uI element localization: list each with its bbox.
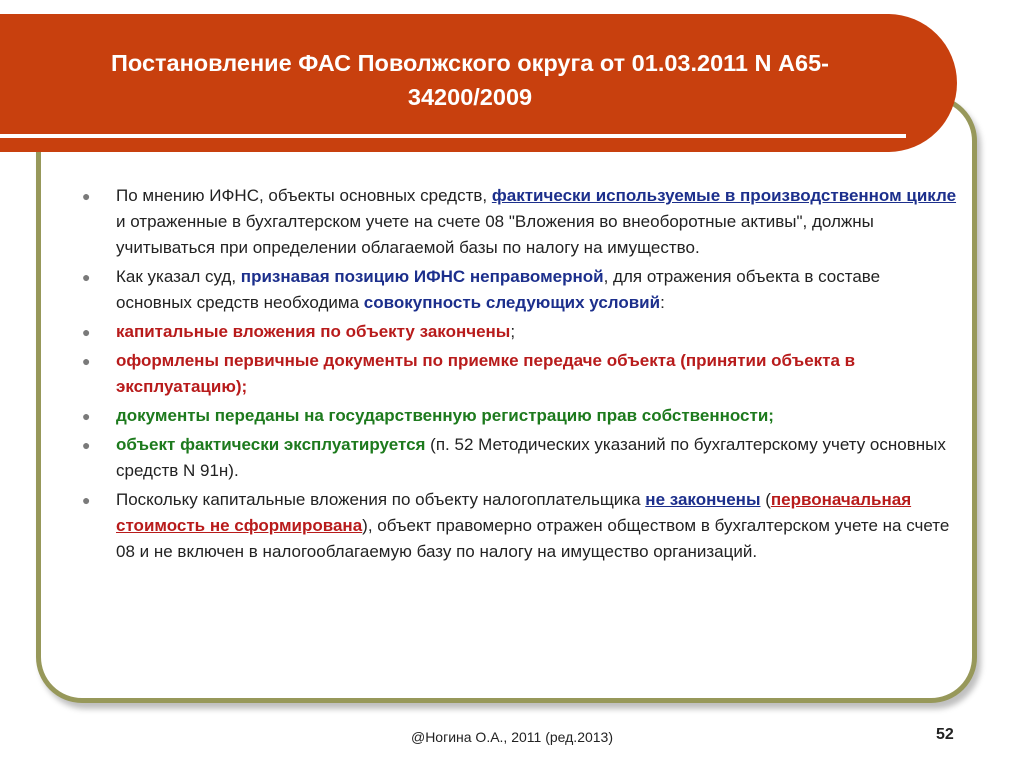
list-item bbox=[78, 487, 958, 565]
condition-red: капитальные вложения по объекту закончены bbox=[116, 322, 511, 341]
text: Поскольку капитальные вложения по объекту налогоплательщика bbox=[116, 490, 646, 509]
condition-green: объект фактически эксплуатируется bbox=[116, 435, 426, 454]
bullet-icon: ● bbox=[82, 437, 91, 453]
list-item bbox=[78, 319, 958, 345]
bullet-icon: ● bbox=[82, 353, 91, 369]
bullet-icon: ● bbox=[82, 324, 91, 340]
slide-title bbox=[20, 46, 920, 114]
text: (п. 52 Методических указаний по бухгалтерскому учету основных средств N 91н). bbox=[116, 435, 946, 480]
title-underline bbox=[0, 134, 906, 138]
list-item bbox=[78, 183, 958, 261]
text: ; bbox=[510, 322, 516, 341]
bullet-list bbox=[78, 183, 958, 568]
list-item bbox=[78, 264, 958, 316]
bullet-icon: ● bbox=[82, 492, 91, 508]
list-item bbox=[78, 403, 958, 429]
highlight-red: первоначальная стоимость не сформирована bbox=[116, 490, 912, 535]
list-item bbox=[78, 432, 958, 484]
text: По мнению ИФНС, объекты основных средств, bbox=[116, 186, 492, 205]
highlight-link: не закончены bbox=[645, 490, 761, 509]
highlight: совокупность следующих условий bbox=[363, 293, 661, 312]
text: и отраженные в бухгалтерском учете на счете 08 "Вложения во внеоборотные активы", должны учитываться при определении облагаемой базы по налогу на имущество. bbox=[116, 212, 874, 257]
text: , для отражения объекта в составе основных средств необходима bbox=[116, 267, 881, 312]
highlight: признавая позицию ИФНС неправомерной bbox=[240, 267, 604, 286]
bullet-icon: ● bbox=[82, 188, 91, 204]
title-line-1: Постановление ФАС Поволжского округа от 01.03.2011 N А65- bbox=[111, 50, 829, 76]
list-item bbox=[78, 348, 958, 400]
bullet-icon: ● bbox=[82, 408, 91, 424]
page-number: 52 bbox=[936, 726, 954, 743]
highlight-link: фактически используемые в производственном цикле bbox=[491, 186, 957, 205]
text: ( bbox=[760, 490, 771, 509]
bullet-icon: ● bbox=[82, 269, 91, 285]
text: : bbox=[660, 293, 665, 312]
text: ), объект правомерно отражен обществом в бухгалтерском учете на счете 08 и не включен в налогооблагаемую базу по налогу на имущество организаций. bbox=[116, 516, 950, 561]
condition-green: документы переданы на государственную регистрацию прав собственности; bbox=[116, 406, 774, 425]
condition-red: оформлены первичные документы по приемке передаче объекта (принятии объекта в эксплуатацию); bbox=[116, 351, 856, 396]
footer-copyright: @Ногина О.А., 2011 (ред.2013) bbox=[410, 729, 613, 745]
text: Как указал суд, bbox=[116, 267, 241, 286]
title-line-2: 34200/2009 bbox=[407, 84, 533, 110]
